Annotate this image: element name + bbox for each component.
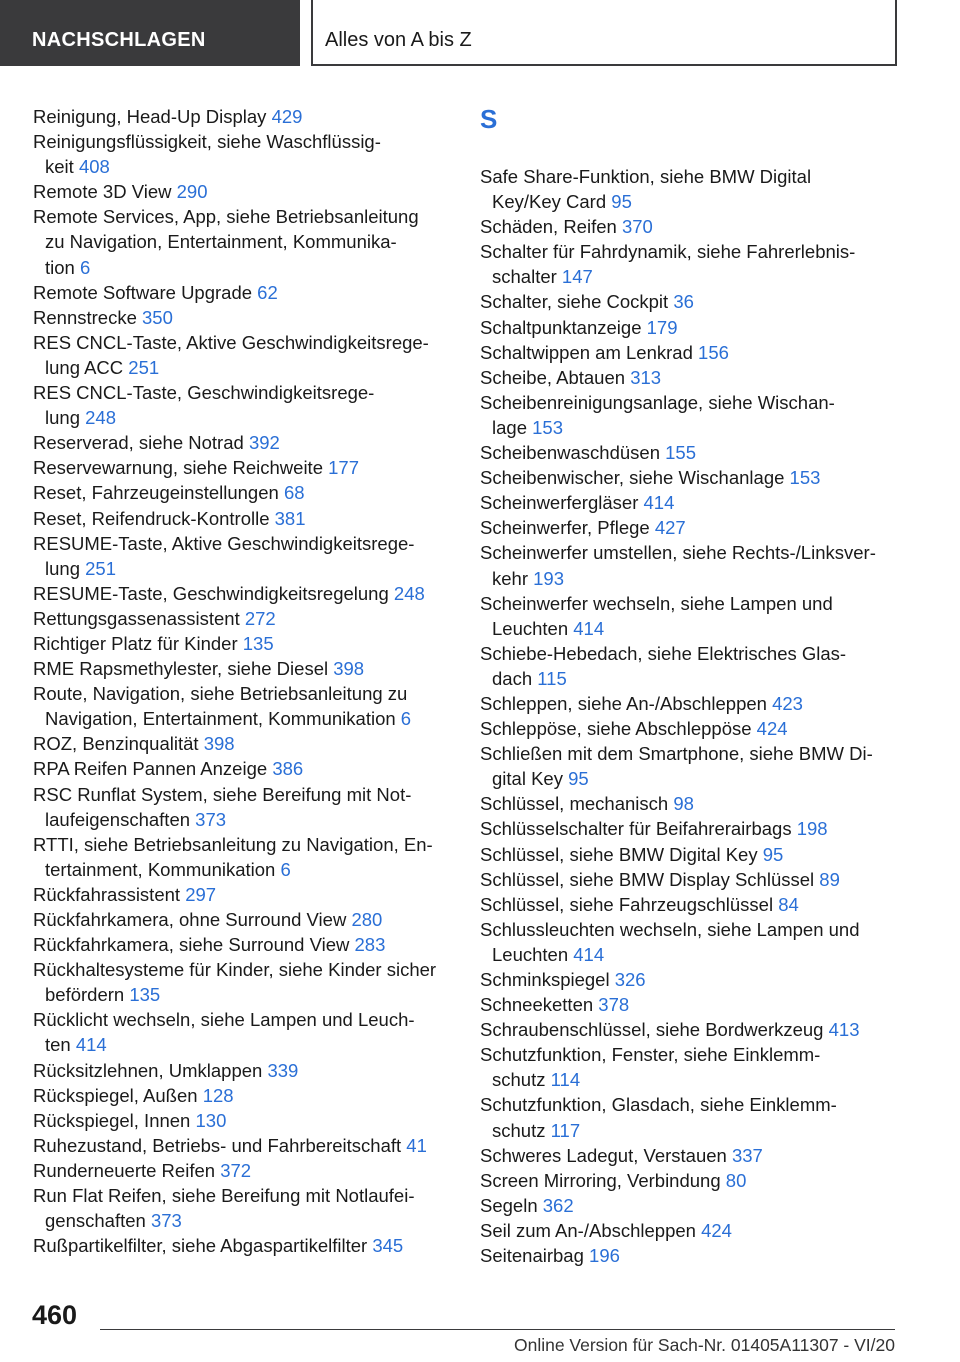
index-page-link[interactable]: 424 bbox=[701, 1219, 732, 1241]
index-entry-text: Schlüssel, mechanisch bbox=[480, 793, 669, 815]
index-page-link[interactable]: 280 bbox=[351, 909, 383, 930]
index-entry bbox=[33, 731, 453, 756]
index-page-link[interactable]: 98 bbox=[673, 793, 694, 815]
index-entry bbox=[480, 239, 895, 289]
index-entry-text: Navigation, Entertainment, Kommunikation bbox=[45, 708, 396, 730]
index-letter-heading: S bbox=[480, 104, 498, 134]
index-entry-text: dach bbox=[492, 667, 533, 689]
index-entry bbox=[480, 967, 895, 992]
index-page-link[interactable]: 408 bbox=[78, 156, 110, 178]
index-entry-text: RESUME-Taste, Aktive Geschwindigkeitsrege- bbox=[33, 532, 415, 554]
index-entry bbox=[33, 882, 453, 907]
index-entry-text: RES CNCL-Taste, Aktive Geschwindigkeitsrege- bbox=[33, 331, 429, 353]
index-entry-text: Schutzfunktion, Fenster, siehe Einklemm- bbox=[480, 1044, 821, 1066]
index-entry-text: befördern bbox=[45, 984, 125, 1006]
index-page-link[interactable]: 89 bbox=[819, 868, 840, 890]
index-entry-text: Schaltwippen am Lenkrad bbox=[480, 341, 693, 363]
index-entry bbox=[33, 832, 453, 882]
index-entry bbox=[480, 315, 895, 340]
index-page-link[interactable]: 117 bbox=[550, 1119, 581, 1141]
index-entry bbox=[33, 305, 453, 330]
index-entry bbox=[33, 1133, 453, 1158]
index-entry-text: Schließen mit dem Smartphone, siehe BMW Di- bbox=[480, 743, 873, 765]
index-entry-text: Remote Software Upgrade bbox=[33, 281, 253, 303]
index-entry-text: Rückfahrkamera, ohne Surround View bbox=[33, 909, 347, 930]
index-entry-text: Rückspiegel, Innen bbox=[33, 1109, 191, 1131]
index-page-link[interactable]: 290 bbox=[176, 181, 208, 203]
index-entry-text: Schraubenschlüssel, siehe Bordwerkzeug bbox=[480, 1019, 824, 1041]
index-page-link[interactable]: 196 bbox=[589, 1245, 620, 1267]
index-page-link[interactable]: 6 bbox=[400, 708, 412, 730]
index-page-link[interactable]: 68 bbox=[283, 482, 305, 504]
index-entry bbox=[33, 380, 453, 430]
index-page-link[interactable]: 313 bbox=[630, 366, 662, 388]
header-section-tab bbox=[0, 0, 300, 66]
index-entry-text: Safe Share-Funktion, siehe BMW Digital bbox=[480, 166, 812, 187]
index-entry bbox=[480, 214, 895, 239]
index-entry bbox=[33, 932, 453, 957]
index-page-link[interactable]: 413 bbox=[828, 1019, 860, 1041]
index-entry bbox=[480, 340, 895, 365]
index-entry-text: lage bbox=[492, 416, 527, 438]
index-page-link[interactable]: 248 bbox=[85, 407, 116, 429]
index-entry bbox=[480, 1143, 895, 1168]
index-entry-text: Ruhezustand, Betriebs- und Fahrbereitschaft bbox=[33, 1134, 402, 1156]
index-entry-text: Schlüssel, siehe Fahrzeugschlüssel bbox=[480, 893, 774, 915]
index-entry bbox=[480, 164, 895, 214]
index-entry-text: RES CNCL-Taste, Geschwindigkeitsrege- bbox=[33, 382, 375, 404]
index-entry bbox=[480, 1092, 895, 1142]
index-entry-text: Screen Mirroring, Verbindung bbox=[480, 1169, 721, 1191]
index-entry-text: Rußpartikelfilter, siehe Abgaspartikelfilter bbox=[33, 1235, 368, 1257]
index-entry bbox=[33, 681, 453, 731]
index-page-link[interactable]: 272 bbox=[244, 607, 276, 629]
index-page-link[interactable]: 179 bbox=[646, 316, 678, 338]
footer-divider bbox=[100, 1329, 895, 1330]
index-page-link[interactable]: 423 bbox=[772, 692, 803, 714]
index-entry bbox=[33, 1058, 453, 1083]
index-page-link[interactable]: 248 bbox=[393, 582, 425, 604]
index-page-link[interactable]: 414 bbox=[75, 1034, 107, 1056]
index-entry-text: Rücklicht wechseln, siehe Lampen und Leuch- bbox=[33, 1009, 415, 1031]
index-entry bbox=[33, 204, 453, 279]
index-entry-text: Seil zum An-/Abschleppen bbox=[480, 1219, 696, 1241]
index-entry-text: schalter bbox=[492, 266, 557, 288]
index-entry bbox=[480, 691, 895, 716]
index-entry bbox=[480, 992, 895, 1017]
index-entry-text: Scheibenreinigungsanlage, siehe Wischan- bbox=[480, 391, 835, 413]
index-entry-text: schutz bbox=[492, 1119, 546, 1141]
index-entry-text: Schlüssel, siehe BMW Display Schlüssel bbox=[480, 868, 815, 890]
index-page-link[interactable]: 337 bbox=[731, 1144, 763, 1166]
index-entry bbox=[33, 957, 453, 1007]
index-page-link[interactable]: 80 bbox=[725, 1169, 747, 1191]
index-entry bbox=[33, 531, 453, 581]
index-entry-text: Rückspiegel, Außen bbox=[33, 1084, 198, 1106]
index-page-link[interactable]: 95 bbox=[611, 191, 632, 213]
index-page-link[interactable]: 398 bbox=[333, 658, 365, 680]
index-entry-text: RSC Runflat System, siehe Bereifung mit Not- bbox=[33, 783, 412, 805]
index-page-link[interactable]: 429 bbox=[271, 106, 303, 127]
index-entry-text: Schalter für Fahrdynamik, siehe Fahrerlebnis- bbox=[480, 241, 856, 263]
header-chapter-tab bbox=[311, 0, 897, 66]
index-entry bbox=[33, 1083, 453, 1108]
index-entry bbox=[480, 515, 895, 540]
index-entry bbox=[480, 465, 895, 490]
index-entry bbox=[480, 816, 895, 841]
index-entry bbox=[33, 280, 453, 305]
index-entry-text: schutz bbox=[492, 1069, 546, 1091]
index-entry-text: Rücksitzlehnen, Umklappen bbox=[33, 1059, 263, 1081]
index-entry-text: Remote 3D View bbox=[33, 181, 172, 203]
index-entry-text: Rückhaltesysteme für Kinder, siehe Kinder sicher bbox=[33, 959, 437, 981]
index-page-link[interactable]: 156 bbox=[698, 341, 729, 363]
index-entry-text: Schweres Ladegut, Verstauen bbox=[480, 1144, 727, 1166]
index-page-link[interactable]: 373 bbox=[150, 1210, 182, 1232]
index-entry bbox=[480, 791, 895, 816]
index-page-link[interactable]: 84 bbox=[778, 893, 799, 915]
index-entry-text: Reservewarnung, siehe Reichweite bbox=[33, 457, 323, 479]
index-entry-text: lung ACC bbox=[45, 356, 124, 378]
index-column-left bbox=[33, 104, 453, 1258]
header-section-label: NACHSCHLAGEN bbox=[32, 29, 206, 51]
index-entry-text: Schleppöse, siehe Abschleppöse bbox=[480, 718, 752, 740]
index-entry-text: tertainment, Kommunikation bbox=[45, 858, 276, 880]
index-entry-text: gital Key bbox=[492, 768, 563, 790]
index-entry bbox=[33, 480, 453, 505]
index-entry bbox=[33, 656, 453, 681]
index-page-link[interactable]: 386 bbox=[272, 758, 304, 780]
index-entry-text: Schleppen, siehe An-/Abschleppen bbox=[480, 692, 767, 714]
index-entry-text: Leuchten bbox=[492, 943, 569, 965]
index-entry bbox=[33, 129, 453, 179]
index-entry bbox=[480, 440, 895, 465]
index-entry bbox=[33, 581, 453, 606]
index-page-link[interactable]: 427 bbox=[654, 517, 686, 539]
index-entry bbox=[33, 1007, 453, 1057]
index-entry-text: Rückfahrkamera, siehe Surround View bbox=[33, 934, 350, 956]
index-page-link[interactable]: 153 bbox=[532, 416, 563, 438]
index-entry-list bbox=[480, 164, 895, 1268]
page-number: 460 bbox=[32, 1300, 78, 1330]
footer-version-text: Online Version für Sach-Nr. 01405A11307 - VI/20 bbox=[513, 1335, 895, 1355]
index-entry bbox=[480, 917, 895, 967]
index-entry bbox=[480, 867, 895, 892]
index-entry-text: Scheinwerfergläser bbox=[480, 492, 639, 514]
index-entry-text: tion bbox=[45, 256, 75, 278]
index-entry-text: Scheinwerfer umstellen, siehe Rechts-/Linksver- bbox=[480, 542, 876, 564]
index-entry bbox=[33, 1158, 453, 1183]
index-entry bbox=[33, 455, 453, 480]
index-entry-text: Run Flat Reifen, siehe Bereifung mit Notlaufei- bbox=[33, 1185, 415, 1207]
index-entry-text: Richtiger Platz für Kinder bbox=[33, 632, 238, 654]
index-entry-text: kehr bbox=[492, 567, 528, 589]
index-entry-text: Reinigung, Head-Up Display bbox=[33, 106, 267, 127]
index-entry bbox=[33, 907, 453, 932]
index-entry bbox=[480, 1243, 895, 1268]
index-entry-text: Reset, Reifendruck-Kontrolle bbox=[33, 507, 270, 529]
index-entry-text: RME Rapsmethylester, siehe Diesel bbox=[33, 658, 329, 680]
index-entry-text: keit bbox=[45, 156, 74, 178]
index-entry bbox=[480, 641, 895, 691]
index-page-link[interactable]: 193 bbox=[533, 567, 565, 589]
index-entry bbox=[480, 741, 895, 791]
index-entry-text: genschaften bbox=[45, 1210, 146, 1232]
index-entry-text: Segeln bbox=[480, 1194, 538, 1216]
index-page-link[interactable]: 372 bbox=[220, 1159, 252, 1181]
header-chapter-label: Alles von A bis Z bbox=[325, 29, 472, 51]
index-entry-text: Schlussleuchten wechseln, siehe Lampen und bbox=[480, 918, 860, 940]
index-page-link[interactable]: 414 bbox=[643, 492, 675, 514]
index-entry-text: Schiebe-Hebedach, siehe Elektrisches Glas- bbox=[480, 642, 847, 664]
index-entry bbox=[33, 104, 453, 129]
index-entry-text: Schaltpunktanzeige bbox=[480, 316, 642, 338]
index-entry-text: laufeigenschaften bbox=[45, 808, 191, 830]
index-page-link[interactable]: 362 bbox=[542, 1194, 574, 1216]
index-page-link[interactable]: 345 bbox=[372, 1235, 404, 1257]
index-entry bbox=[33, 330, 453, 380]
index-page-link[interactable]: 373 bbox=[195, 808, 227, 830]
index-entry-text: Reset, Fahrzeugeinstellungen bbox=[33, 482, 279, 504]
index-entry bbox=[33, 179, 453, 204]
index-entry-text: Remote Services, App, siehe Betriebsanleitung bbox=[33, 206, 419, 228]
index-page-link[interactable]: 115 bbox=[537, 667, 567, 689]
index-page-link[interactable]: 147 bbox=[561, 266, 593, 288]
index-entry-text: Schneeketten bbox=[480, 994, 594, 1016]
index-entry-text: Seitenairbag bbox=[480, 1245, 584, 1267]
index-entry bbox=[33, 430, 453, 455]
index-entry bbox=[480, 365, 895, 390]
index-entry bbox=[480, 842, 895, 867]
index-entry bbox=[480, 591, 895, 641]
index-page-link[interactable]: 381 bbox=[274, 507, 306, 529]
index-entry-text: Schminkspiegel bbox=[480, 969, 610, 990]
index-entry-text: Scheibenwaschdüsen bbox=[480, 442, 660, 464]
index-entry bbox=[33, 1108, 453, 1133]
index-entry bbox=[480, 289, 895, 314]
index-entry bbox=[480, 490, 895, 515]
index-page-link[interactable]: 350 bbox=[142, 306, 173, 328]
index-page-link[interactable]: 326 bbox=[614, 969, 646, 990]
index-entry-text: Leuchten bbox=[492, 617, 569, 639]
index-entry bbox=[33, 1233, 453, 1258]
index-page-link[interactable]: 177 bbox=[328, 457, 359, 479]
index-entry bbox=[480, 1168, 895, 1193]
index-entry-text: ROZ, Benzinqualität bbox=[33, 733, 199, 755]
index-entry bbox=[480, 390, 895, 440]
index-entry bbox=[480, 716, 895, 741]
index-entry-text: Schlüsselschalter für Beifahrerairbags bbox=[480, 818, 792, 840]
index-page-link[interactable]: 36 bbox=[673, 291, 694, 313]
index-entry bbox=[480, 1017, 895, 1042]
index-entry bbox=[480, 892, 895, 917]
index-page-link[interactable]: 251 bbox=[128, 356, 160, 378]
index-page-link[interactable]: 155 bbox=[665, 442, 697, 464]
index-entry-text: RESUME-Taste, Geschwindigkeitsregelung bbox=[33, 582, 389, 604]
index-entry-text: Schutzfunktion, Glasdach, siehe Einklemm- bbox=[480, 1094, 837, 1116]
index-page-link[interactable]: 95 bbox=[568, 768, 589, 790]
index-entry-text: lung bbox=[45, 407, 80, 429]
index-entry-text: Rückfahrassistent bbox=[33, 883, 181, 905]
index-entry-text: Rettungsgassenassistent bbox=[33, 607, 240, 629]
index-entry-text: Scheinwerfer wechseln, siehe Lampen und bbox=[480, 592, 833, 614]
index-entry bbox=[480, 540, 895, 590]
index-entry bbox=[33, 782, 453, 832]
index-page-link[interactable]: 414 bbox=[573, 617, 605, 639]
index-page-link[interactable]: 392 bbox=[248, 432, 280, 454]
index-entry-text: Scheibenwischer, siehe Wischanlage bbox=[480, 467, 785, 489]
index-page-link[interactable]: 114 bbox=[550, 1069, 581, 1091]
index-page-link[interactable]: 398 bbox=[203, 733, 235, 755]
index-entry-text: Reserverad, siehe Notrad bbox=[33, 432, 244, 454]
index-page-link[interactable]: 135 bbox=[242, 632, 274, 654]
index-entry bbox=[33, 506, 453, 531]
index-page-link[interactable]: 297 bbox=[185, 883, 217, 905]
index-page-link[interactable]: 128 bbox=[202, 1084, 234, 1106]
index-page-link[interactable]: 414 bbox=[573, 943, 605, 965]
index-entry bbox=[480, 1193, 895, 1218]
index-entry-text: RPA Reifen Pannen Anzeige bbox=[33, 758, 268, 780]
index-entry bbox=[33, 606, 453, 631]
index-page-link[interactable]: 198 bbox=[796, 818, 828, 840]
index-entry-text: Reinigungsflüssigkeit, siehe Waschflüssig- bbox=[33, 131, 381, 153]
index-entry bbox=[33, 1183, 453, 1233]
index-entry-text: Route, Navigation, siehe Betriebsanleitung zu bbox=[33, 683, 408, 705]
index-entry bbox=[33, 756, 453, 781]
index-column-right bbox=[480, 104, 895, 1268]
index-page-link[interactable]: 153 bbox=[789, 467, 821, 489]
index-page-link[interactable]: 370 bbox=[621, 216, 653, 238]
index-page-link[interactable]: 41 bbox=[406, 1134, 427, 1156]
index-entry-text: Schalter, siehe Cockpit bbox=[480, 291, 669, 313]
index-page-link[interactable]: 378 bbox=[598, 994, 630, 1016]
index-entry-text: Schäden, Reifen bbox=[480, 216, 617, 238]
index-entry-text: Key/Key Card bbox=[492, 191, 607, 213]
index-page-link[interactable]: 424 bbox=[756, 718, 788, 740]
index-page-link[interactable]: 339 bbox=[267, 1059, 299, 1081]
index-entry bbox=[33, 631, 453, 656]
index-page-link[interactable]: 130 bbox=[195, 1109, 227, 1131]
index-entry-text: Scheibe, Abtauen bbox=[480, 366, 626, 388]
index-page-link[interactable]: 95 bbox=[762, 843, 784, 865]
index-page-link[interactable]: 6 bbox=[280, 858, 291, 880]
index-entry-text: Runderneuerte Reifen bbox=[33, 1159, 216, 1181]
index-entry-text: Rennstrecke bbox=[33, 306, 137, 328]
index-entry-text: Scheinwerfer, Pflege bbox=[480, 517, 650, 539]
index-entry-text: Schlüssel, siehe BMW Digital Key bbox=[480, 843, 758, 865]
index-page-link[interactable]: 62 bbox=[257, 281, 278, 303]
index-entry-text: ten bbox=[45, 1034, 71, 1056]
index-entry bbox=[480, 1218, 895, 1243]
index-entry-text: lung bbox=[45, 557, 80, 579]
index-entry-text: zu Navigation, Entertainment, Kommunika- bbox=[45, 231, 397, 253]
index-page-link[interactable]: 251 bbox=[85, 557, 116, 579]
index-entry bbox=[480, 1042, 895, 1092]
index-page-link[interactable]: 135 bbox=[129, 984, 161, 1006]
index-page-link[interactable]: 6 bbox=[79, 256, 91, 278]
index-entry-text: RTTI, siehe Betriebsanleitung zu Navigation, En- bbox=[33, 833, 433, 855]
index-page-link[interactable]: 283 bbox=[354, 934, 386, 956]
